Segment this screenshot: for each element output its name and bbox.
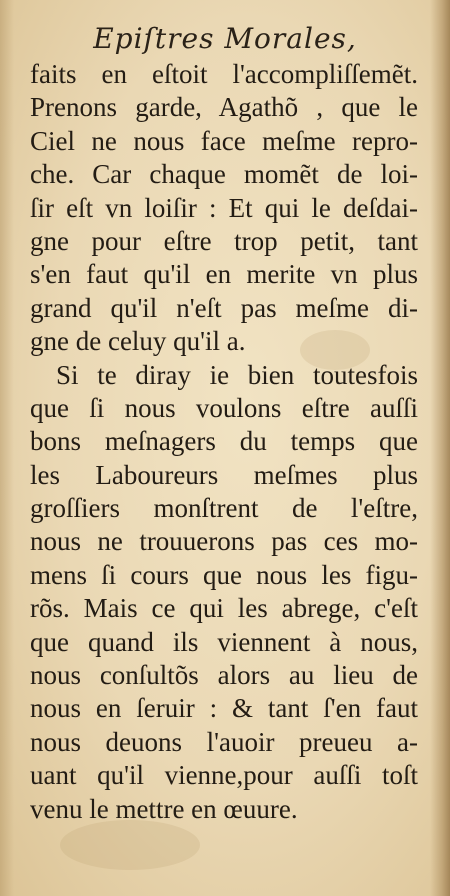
text-line: uant qu'il vienne,pour auſſi toſt [30, 760, 418, 791]
text-line: nous en ſeruir : & tant ſ'en faut [30, 693, 418, 724]
text-line: venu le mettre en œuure. [30, 793, 298, 824]
page-edge-shadow [430, 0, 450, 896]
paper-stain [60, 820, 200, 870]
text-line: groſſiers monſtrent de l'eſtre, [30, 493, 418, 524]
body-text [30, 58, 418, 826]
text-line: nous deuons l'auoir preueu a- [30, 726, 418, 757]
text-line: che. Car chaque momẽt de loi- [30, 159, 418, 190]
running-head: Epiſtres Morales, [93, 22, 357, 55]
text-line: faits en eſtoit l'accompliſſemẽt. [30, 59, 418, 89]
text-line: nous conſultõs alors au lieu de [30, 660, 418, 691]
text-line: ſir eſt vn loiſir : Et qui le deſdai- [30, 192, 418, 223]
text-line: gne de celuy qu'il a. [30, 326, 246, 357]
text-line: Si te diray ie bien toutesfois [56, 359, 418, 390]
text-line: bons meſnagers du temps que [30, 426, 418, 457]
text-line: que ſi nous voulons eſtre auſſi [30, 392, 418, 423]
text-line: Ciel ne nous face meſme repro- [30, 125, 418, 156]
text-line: grand qu'il n'eſt pas meſme di- [30, 292, 418, 323]
text-line: Prenons garde, Agathõ , que le [30, 92, 418, 123]
page-gutter-shadow [0, 0, 14, 896]
text-line: gne pour eſtre trop petit, tant [30, 225, 418, 256]
text-line: mens ſi cours que nous les figu- [30, 559, 418, 590]
text-line: que quand ils viennent à nous, [30, 626, 418, 657]
text-line: nous ne trouuerons pas ces mo- [30, 526, 418, 557]
text-line: rõs. Mais ce qui les abrege, c'eſt [30, 593, 418, 624]
text-line: s'en faut qu'il en merite vn plus [30, 259, 418, 290]
text-line: les Laboureurs meſmes plus [30, 459, 418, 490]
